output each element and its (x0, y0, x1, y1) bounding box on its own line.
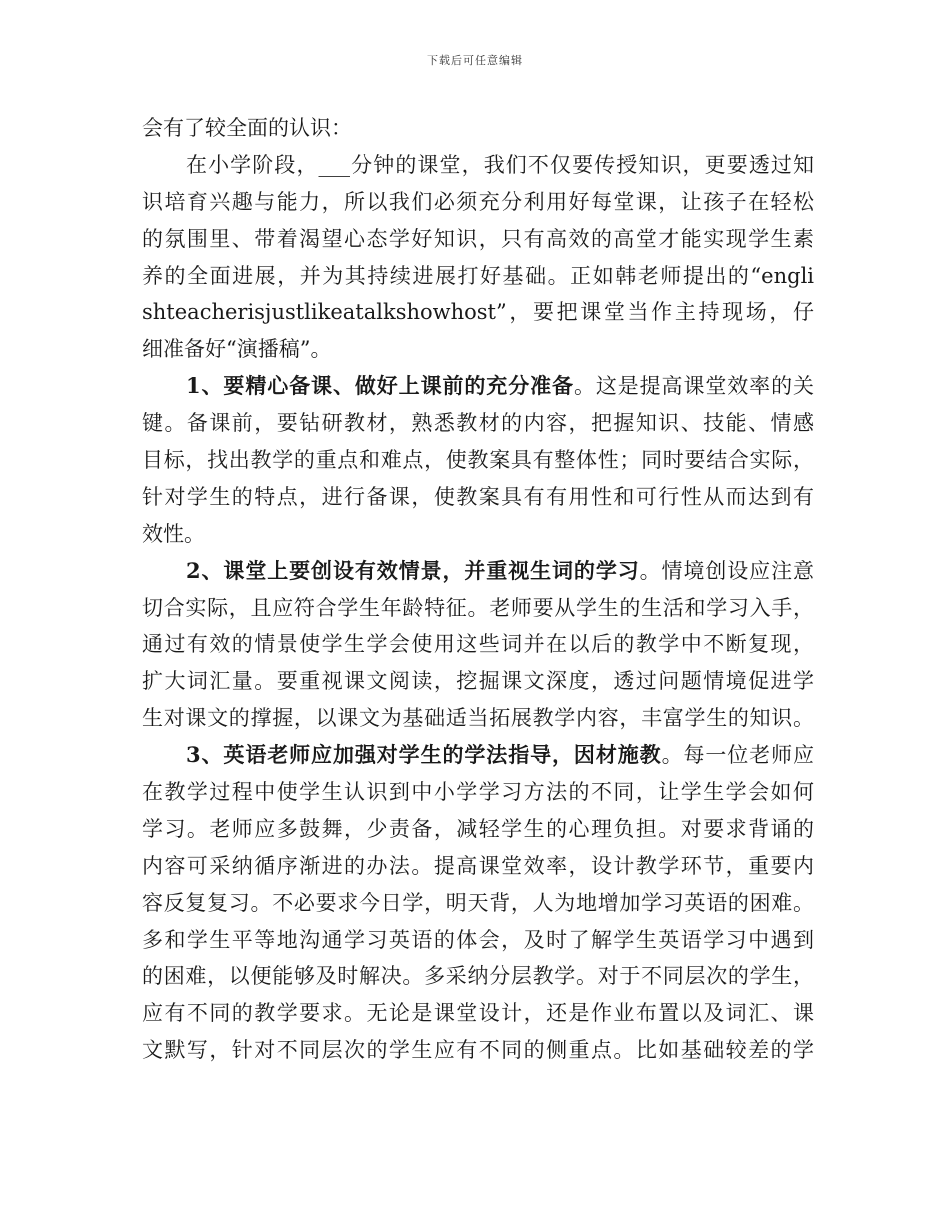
paragraph-line (142, 958, 814, 995)
line-text: 。情境创设应注意 (639, 558, 814, 583)
document-body (142, 110, 814, 1069)
line-text: 养的全面进展，并为其持续进展打好基础。正如韩老师提出的“engli (142, 263, 814, 288)
line-text: 多和学生平等地沟通学习英语的体会，及时了解学生英语学习中遇到 (142, 927, 814, 952)
line-text: 在教学过程中使学生认识到中小学学习方法的不同，让学生学会如何 (142, 780, 814, 805)
line-text: 切合实际，且应符合学生年龄特征。老师要从学生的生活和学习入手， (142, 595, 814, 620)
paragraph-line (142, 405, 814, 442)
page-header: 下载后可任意编辑 (427, 54, 523, 67)
paragraph-line (142, 368, 814, 405)
line-text: 文默写，针对不同层次的学生应有不同的侧重点。比如基础较差的学 (142, 1038, 814, 1063)
line-text: 内容可采纳循序渐进的办法。提高课堂效率，设计教学环节，重要内 (142, 853, 814, 878)
paragraph-line (142, 590, 814, 627)
paragraph-line (142, 626, 814, 663)
paragraph-line (142, 922, 814, 959)
line-text: 键。备课前，要钻研教材，熟悉教材的内容，把握知识、技能、情感 (142, 411, 814, 436)
paragraph-line (142, 442, 814, 479)
paragraph-line (142, 1032, 814, 1069)
paragraph-line (142, 110, 814, 147)
line-text: 细准备好“演播稿”。 (142, 337, 332, 362)
line-text: 目标，找出教学的重点和难点，使教案具有整体性；同时要结合实际， (142, 448, 814, 473)
paragraph-line (142, 147, 814, 184)
paragraph-line (142, 663, 814, 700)
line-text: 应有不同的教学要求。无论是课堂设计，还是作业布置以及词汇、课 (142, 1001, 814, 1026)
line-text: 学习。老师应多鼓舞，少责备，减轻学生的心理负担。对要求背诵的 (142, 816, 814, 841)
paragraph-line (142, 848, 814, 885)
line-text: 的困难，以便能够及时解决。多采纳分层教学。对于不同层次的学生， (142, 964, 814, 989)
paragraph-line (142, 294, 814, 331)
section-heading: 3、英语老师应加强对学生的学法指导，因材施教 (186, 742, 662, 768)
line-text: 在小学阶段，___分钟的课堂，我们不仅要传授知识，更要透过知 (186, 152, 814, 177)
paragraph-line (142, 516, 814, 553)
paragraph-line (142, 553, 814, 590)
paragraph-line (142, 479, 814, 516)
section-heading: 2、课堂上要创设有效情景，并重视生词的学习 (186, 557, 640, 583)
section-heading: 1、要精心备课、做好上课前的充分准备 (186, 373, 574, 399)
line-text: 会有了较全面的认识： (142, 116, 352, 140)
line-text: 。每一位老师应 (661, 743, 814, 768)
line-text: 生对课文的撑握，以课文为基础适当拓展教学内容，丰富学生的知识。 (142, 706, 814, 731)
line-text: 针对学生的特点，进行备课，使教案具有有用性和可行性从而达到有 (142, 484, 814, 509)
paragraph-line (142, 700, 814, 737)
line-text: 效性。 (142, 521, 205, 546)
line-text: 容反复复习。不必要求今日学，明天背，人为地增加学习英语的困难。 (142, 890, 814, 915)
paragraph-line (142, 995, 814, 1032)
line-text: 的氛围里、带着渴望心态学好知识，只有高效的高堂才能实现学生素 (142, 226, 814, 251)
paragraph-line (142, 885, 814, 922)
line-text: shteacherisjustlikeatalkshowhost”，要把课堂当作主持现场，仔 (142, 300, 814, 325)
paragraph-line (142, 737, 814, 774)
paragraph-line (142, 774, 814, 811)
line-text: 扩大词汇量。要重视课文阅读，挖掘课文深度，透过问题情境促进学 (142, 669, 814, 694)
line-text: 识培育兴趣与能力，所以我们必须充分利用好每堂课，让孩子在轻松 (142, 189, 814, 214)
paragraph-line (142, 184, 814, 221)
paragraph-line (142, 221, 814, 258)
paragraph-line (142, 811, 814, 848)
paragraph-line (142, 258, 814, 295)
line-text: 通过有效的情景使学生学会使用这些词并在以后的教学中不断复现， (142, 632, 814, 657)
line-text: 。这是提高课堂效率的关 (573, 374, 814, 399)
paragraph-line (142, 331, 814, 368)
